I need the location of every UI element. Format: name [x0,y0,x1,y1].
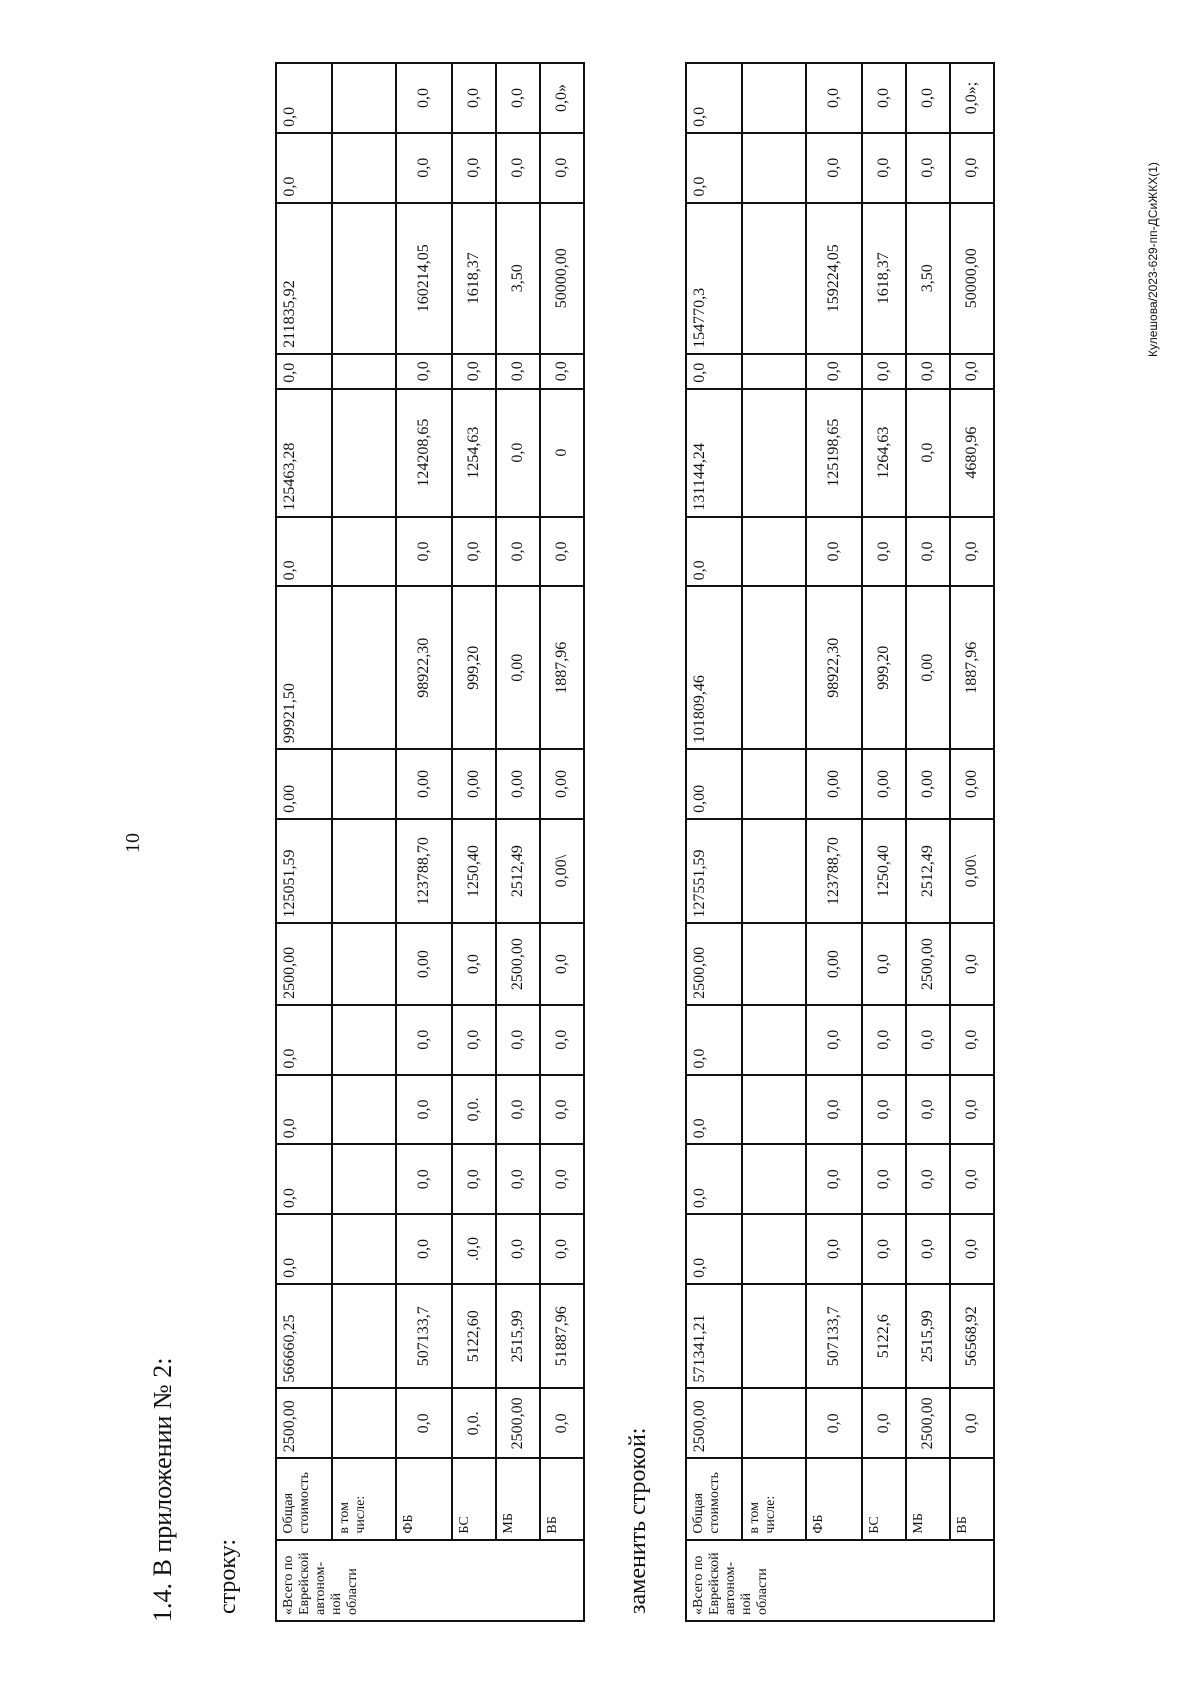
value-cell: 0,0 [540,354,584,389]
value-cell: 2500,00 [906,1389,950,1459]
footer-code: Кулешова/2023-629-пп-ДСиЖКХ(1) [1146,162,1160,357]
value-cell: 0,00 [950,749,994,819]
value-cell: 0,0 [276,63,332,133]
value-cell: 211835,92 [276,203,332,354]
value-cell: 0,0 [862,1005,906,1075]
value-cell: 0,0. [452,1075,496,1145]
row-label-cell: БС [452,1458,496,1539]
value-cell: 0,0 [396,1144,452,1214]
value-cell: 0,0 [276,517,332,587]
value-cell: 0,0 [452,1144,496,1214]
value-cell: .0,0 [452,1214,496,1284]
table-row [540,63,584,1621]
value-cell [742,389,806,517]
value-cell: 0,0 [906,389,950,517]
value-cell: 4680,96 [950,389,994,517]
value-cell: 0,0 [686,1144,742,1214]
value-cell: 0,0 [540,1144,584,1214]
value-cell: 0,0 [540,1005,584,1075]
value-cell: 0,0 [540,517,584,587]
value-cell: 0,0 [950,1075,994,1145]
value-cell: 0,0 [906,354,950,389]
value-cell: 0,0 [496,63,540,133]
value-cell: 0,0 [452,63,496,133]
table-row [496,63,540,1621]
value-cell: 0,0 [950,133,994,203]
value-cell [332,819,396,924]
row-label-cell: ВБ [540,1458,584,1539]
value-cell: 0,0 [906,1214,950,1284]
value-cell: 0,00 [496,749,540,819]
table-row [686,63,742,1621]
value-cell: 0,0 [540,1075,584,1145]
value-cell: 0,0 [806,354,862,389]
value-cell: 0,0 [950,354,994,389]
value-cell: 566660,25 [276,1284,332,1389]
value-cell [742,1284,806,1389]
table-row [276,63,332,1621]
value-cell: 0,00 [452,749,496,819]
value-cell: 0,0 [540,133,584,203]
value-cell: 2512,49 [496,819,540,924]
value-cell: 50000,00 [950,203,994,354]
value-cell: 5122,60 [452,1284,496,1389]
value-cell: 2500,00 [906,923,950,1004]
value-cell: 0,0 [276,1075,332,1145]
value-cell: 123788,70 [806,819,862,924]
value-cell: 0,0 [950,1005,994,1075]
value-cell: 0,0 [452,133,496,203]
value-cell: 0,0 [496,354,540,389]
value-cell: 0,0 [452,923,496,1004]
value-cell: 0,0 [496,517,540,587]
value-cell: 2500,00 [276,923,332,1004]
value-cell: 1887,96 [540,586,584,749]
value-cell: 0,0 [862,517,906,587]
value-cell: 1887,96 [950,586,994,749]
value-cell: 2500,00 [686,923,742,1004]
value-cell: 0,0 [862,1075,906,1145]
region-label-cell: «Всего по Еврейской автоном-ной области [686,1540,994,1621]
value-cell: 0,0 [906,517,950,587]
value-cell [332,1214,396,1284]
value-cell: 0,0 [862,1389,906,1459]
value-cell: 0,0 [686,1075,742,1145]
value-cell: 2500,00 [686,1389,742,1459]
value-cell [332,1075,396,1145]
label-before: строку: [215,1538,241,1614]
value-cell: 0,0 [276,1005,332,1075]
value-cell [742,1005,806,1075]
value-cell: 127551,59 [686,819,742,924]
value-cell [742,749,806,819]
value-cell: 0,0 [862,63,906,133]
value-cell: 507133,7 [396,1284,452,1389]
value-cell: 0,0 [276,133,332,203]
row-label-cell: Общая стоимость [686,1458,742,1539]
value-cell [332,1144,396,1214]
value-cell: 98922,30 [396,586,452,749]
value-cell [742,1075,806,1145]
value-cell: 0,0 [862,1144,906,1214]
value-cell: 0,0 [686,133,742,203]
value-cell: 124208,65 [396,389,452,517]
value-cell: 0,00\ [540,819,584,924]
value-cell [742,354,806,389]
value-cell: 0,0 [806,1144,862,1214]
value-cell: 0,0 [496,389,540,517]
value-cell: 999,20 [862,586,906,749]
table-original-row [275,62,585,1622]
value-cell: 0,00 [540,749,584,819]
row-label-cell: БС [862,1458,906,1539]
value-cell: 98922,30 [806,586,862,749]
value-cell: 2512,49 [906,819,950,924]
value-cell: 125463,28 [276,389,332,517]
value-cell [332,354,396,389]
value-cell [742,1144,806,1214]
value-cell [742,133,806,203]
value-cell: 999,20 [452,586,496,749]
value-cell: 2500,00 [276,1389,332,1459]
value-cell: 507133,7 [806,1284,862,1389]
value-cell: 0,0 [806,517,862,587]
value-cell [332,133,396,203]
value-cell: 0,0 [452,1005,496,1075]
value-cell: 0,0 [806,1005,862,1075]
value-cell: 0,0 [396,1214,452,1284]
table-row [906,63,950,1621]
value-cell: 99921,50 [276,586,332,749]
value-cell: 1618,37 [452,203,496,354]
value-cell: 0,0 [540,923,584,1004]
table-row [452,63,496,1621]
value-cell: 0,0 [806,1214,862,1284]
value-cell [742,819,806,924]
value-cell: 0,0 [862,133,906,203]
value-cell: 2515,99 [496,1284,540,1389]
value-cell: 1264,63 [862,389,906,517]
value-cell: 0,0 [686,1214,742,1284]
row-label-cell: в том числе: [332,1458,396,1539]
value-cell: 0,0 [396,133,452,203]
value-cell [742,517,806,587]
value-cell: 0,00 [276,749,332,819]
value-cell: 0,0. [452,1389,496,1459]
value-cell: 160214,05 [396,203,452,354]
table-row [806,63,862,1621]
table-replacement-row [685,62,995,1622]
value-cell: 0,0 [452,517,496,587]
value-cell: 0,0 [496,1075,540,1145]
value-cell: 0,0 [950,1214,994,1284]
label-after: заменить строкой: [625,1427,651,1614]
value-cell [332,1005,396,1075]
value-cell: 0,0»; [950,63,994,133]
value-cell [332,517,396,587]
value-cell: 0,0 [396,354,452,389]
value-cell: 0,0 [452,354,496,389]
value-cell [742,203,806,354]
value-cell: 1250,40 [862,819,906,924]
value-cell [332,1284,396,1389]
value-cell [742,1214,806,1284]
value-cell: 0,0 [806,1389,862,1459]
value-cell: 0,0 [806,133,862,203]
value-cell: 0,00 [396,923,452,1004]
value-cell [332,923,396,1004]
value-cell: 0,0 [496,1005,540,1075]
value-cell: 0,0 [906,1005,950,1075]
value-cell: 0,0 [396,517,452,587]
section-heading: 1.4. В приложении № 2: [148,1357,177,1622]
value-cell: 1250,40 [452,819,496,924]
value-cell: 0,00 [906,749,950,819]
value-cell: 125198,65 [806,389,862,517]
region-label-cell: «Всего по Еврейской автоном-ной области [276,1540,584,1621]
value-cell: 2500,00 [496,1389,540,1459]
row-label-cell: Общая стоимость [276,1458,332,1539]
value-cell: 1254,63 [452,389,496,517]
value-cell: 0,0 [396,63,452,133]
value-cell: 0,0 [862,1214,906,1284]
value-cell: 101809,46 [686,586,742,749]
value-cell [332,749,396,819]
value-cell: 0,0 [396,1005,452,1075]
value-cell: 0,0 [276,1214,332,1284]
row-label-cell: ФБ [396,1458,452,1539]
value-cell [332,586,396,749]
value-cell: 0,0 [496,1214,540,1284]
value-cell [742,923,806,1004]
value-cell: 0,0 [276,354,332,389]
value-cell: 0,00 [806,923,862,1004]
row-label-cell: МБ [496,1458,540,1539]
value-cell: 0,0 [396,1389,452,1459]
value-cell [742,586,806,749]
table-row [332,63,396,1621]
value-cell: 0,0 [906,1075,950,1145]
value-cell: 0,0 [686,63,742,133]
value-cell: 0,0 [686,517,742,587]
value-cell: 0,0 [950,1144,994,1214]
value-cell: 0,0 [950,1389,994,1459]
value-cell: 0,0 [496,1144,540,1214]
table-row [862,63,906,1621]
value-cell [332,203,396,354]
value-cell: 0,0 [396,1075,452,1145]
value-cell: 0,0 [950,517,994,587]
table-row [950,63,994,1621]
value-cell: 0,00 [862,749,906,819]
value-cell [742,1389,806,1459]
value-cell: 0,0 [906,1144,950,1214]
value-cell: 0,00 [496,586,540,749]
value-cell: 0,0 [496,133,540,203]
value-cell: 0,0» [540,63,584,133]
value-cell: 50000,00 [540,203,584,354]
value-cell: 3,50 [496,203,540,354]
table-row [742,63,806,1621]
value-cell: 125051,59 [276,819,332,924]
value-cell: 0,0 [906,133,950,203]
value-cell: 0,0 [540,1389,584,1459]
value-cell: 0,0 [540,1214,584,1284]
value-cell: 123788,70 [396,819,452,924]
value-cell: 571341,21 [686,1284,742,1389]
value-cell: 56568,92 [950,1284,994,1389]
value-cell: 0,00 [396,749,452,819]
value-cell [332,1389,396,1459]
value-cell: 0,0 [686,1005,742,1075]
value-cell: 0,0 [950,923,994,1004]
row-label-cell: ВБ [950,1458,994,1539]
value-cell: 0,0 [862,354,906,389]
value-cell: 159224,05 [806,203,862,354]
value-cell: 3,50 [906,203,950,354]
value-cell: 0,0 [906,63,950,133]
value-cell: 0,00 [686,749,742,819]
value-cell: 51887,96 [540,1284,584,1389]
page-number: 10 [122,833,144,853]
value-cell: 2515,99 [906,1284,950,1389]
value-cell [742,63,806,133]
value-cell: 0 [540,389,584,517]
row-label-cell: в том числе: [742,1458,806,1539]
row-label-cell: МБ [906,1458,950,1539]
value-cell: 0,00\ [950,819,994,924]
value-cell: 0,00 [806,749,862,819]
value-cell: 0,0 [806,1075,862,1145]
value-cell: 131144,24 [686,389,742,517]
value-cell: 0,0 [276,1144,332,1214]
value-cell [332,389,396,517]
value-cell: 0,0 [862,923,906,1004]
value-cell: 1618,37 [862,203,906,354]
value-cell: 0,0 [806,63,862,133]
value-cell: 154770,3 [686,203,742,354]
value-cell: 0,00 [906,586,950,749]
value-cell: 5122,6 [862,1284,906,1389]
value-cell: 2500,00 [496,923,540,1004]
value-cell: 0,0 [686,354,742,389]
row-label-cell: ФБ [806,1458,862,1539]
value-cell [332,63,396,133]
table-row [396,63,452,1621]
